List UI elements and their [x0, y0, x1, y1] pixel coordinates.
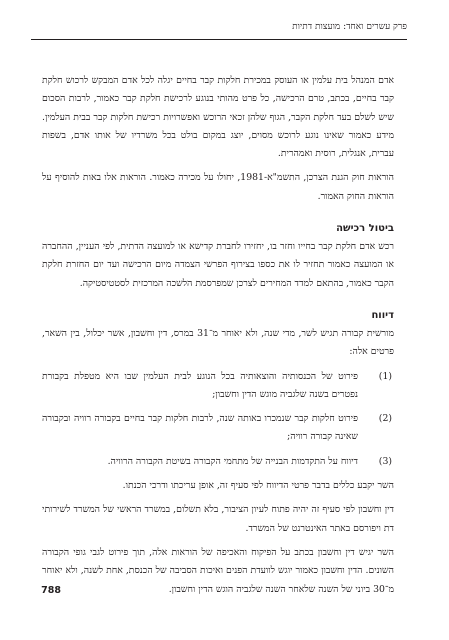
- spacer: [42, 293, 394, 307]
- section-heading-report: דיווח: [371, 309, 394, 321]
- list-item: [42, 453, 394, 471]
- intro-paragraph-1: אדם המנהל בית עלמין או העוסק במכירת חלקות קבר בחיים יגלה לכל אדם המבקש לרכוש חלקת קבר בחיים, בכתב, טרם הרכישה, כל פרט מהותי בנוגע לרכישת חלקת קבר כאמור, לרבות הסכום שיש לשלם בעד חלקת הקבר, הגוף שלהן זכאי הרוכש ואפשרויות רכישת חלקות קבר בבית העלמין. מידע כאמור שאינו נוגע לרוכש מסוים, יוצג במקום בולט בכל משרדיו של אותו אדם, בשפות עברית, אנגלית, רוסית ואמהרית.: [42, 75, 394, 160]
- page-content: [42, 72, 394, 599]
- list-item: [42, 368, 394, 405]
- report-intro-paragraph: מורשית קבורה תגיש לשר, מדי שנה, ולא יאוחר מ־31 במרס, דין וחשבון, אשר יכלול, בין השאר, פרטים אלה:: [42, 327, 394, 358]
- list-item: [42, 410, 394, 447]
- list-item-number: (2): [378, 413, 392, 425]
- cancellation-paragraph: רכש אדם חלקת קבר בחייו וחזר בו, יחזירו לחברת קדישא או למועצה הדתית, לפי העניין, ההחברה או המועצה כאמור תחזיר לו את כספו בצירוף הפרשי הצמדה מיום הרכישה ועד יום החזרת חלקת הקבר כאמור, בהתאם למדד המחירים לצרכן שמפרסמת הלשכה המרכזית לסטטיסטיקה.: [42, 241, 394, 289]
- section-heading-cancellation: ביטול רכישה: [336, 223, 394, 235]
- running-header: פרק עשרים ואחד: מועצות דתיות: [292, 22, 407, 32]
- list-item-text: דיווח על התקדמות הבנייה של מתחמי הקבורה בשיטת הקבורה הרוויה.: [107, 455, 358, 467]
- header-rule: [31, 39, 407, 40]
- intro-paragraph-2: הוראות חוק הגנת הצרכן, התשמ"א-1981, יחולו על מכירה כאמור. הוראות אלו באות להוסיף על הוראות החוק האמור.: [42, 172, 395, 202]
- spacer: [42, 206, 394, 220]
- report-rules-paragraph: השר יקבע כללים בדבר פרטי הדיווח לפי סעיף זה, אופן עריכתו ודרכי הכנתו.: [122, 480, 394, 492]
- list-item-number: (1): [378, 370, 392, 382]
- report-minister-paragraph: השר יגיש דין וחשבון בכתב על הפיקוח והאכיפה של הוראות אלה, תוך פירוט לגבי גופי הקבורה השונים. הדין וחשבון כאמור יוגש לוועדת הפנים ואיכות הסביבה של הכנסת, אחת לשנה, ולא יאוחר מ־30 ביוני של השנה שלאחר השנה שלגביה הוגש הדין וחשבון.: [42, 546, 394, 595]
- list-item-text: פירוט חלקות קבר שנמכרו באותה שנה, לרבות חלקות קבר בחיים בקבורה רוויה ובקבורה שאינה קבורה רוויה;: [42, 413, 358, 443]
- report-public-paragraph: דין וחשבון לפי סעיף זה יהיה פתוח לעיון הציבור, בלא תשלום, במשרד הראשי של המשרד לשירותי דת ויפורסם באתר האינטרנט של המשרד.: [42, 504, 394, 534]
- page-number: 788: [41, 585, 61, 596]
- list-item-text: פירוט של הכנסותיה והוצאותיה בכל הנוגע לבית העלמין שבו היא מטפלת בקבורת נפטרים בשנה שלגביה מוגש הדין וחשבון;: [42, 370, 358, 400]
- list-item-number: (3): [378, 455, 392, 467]
